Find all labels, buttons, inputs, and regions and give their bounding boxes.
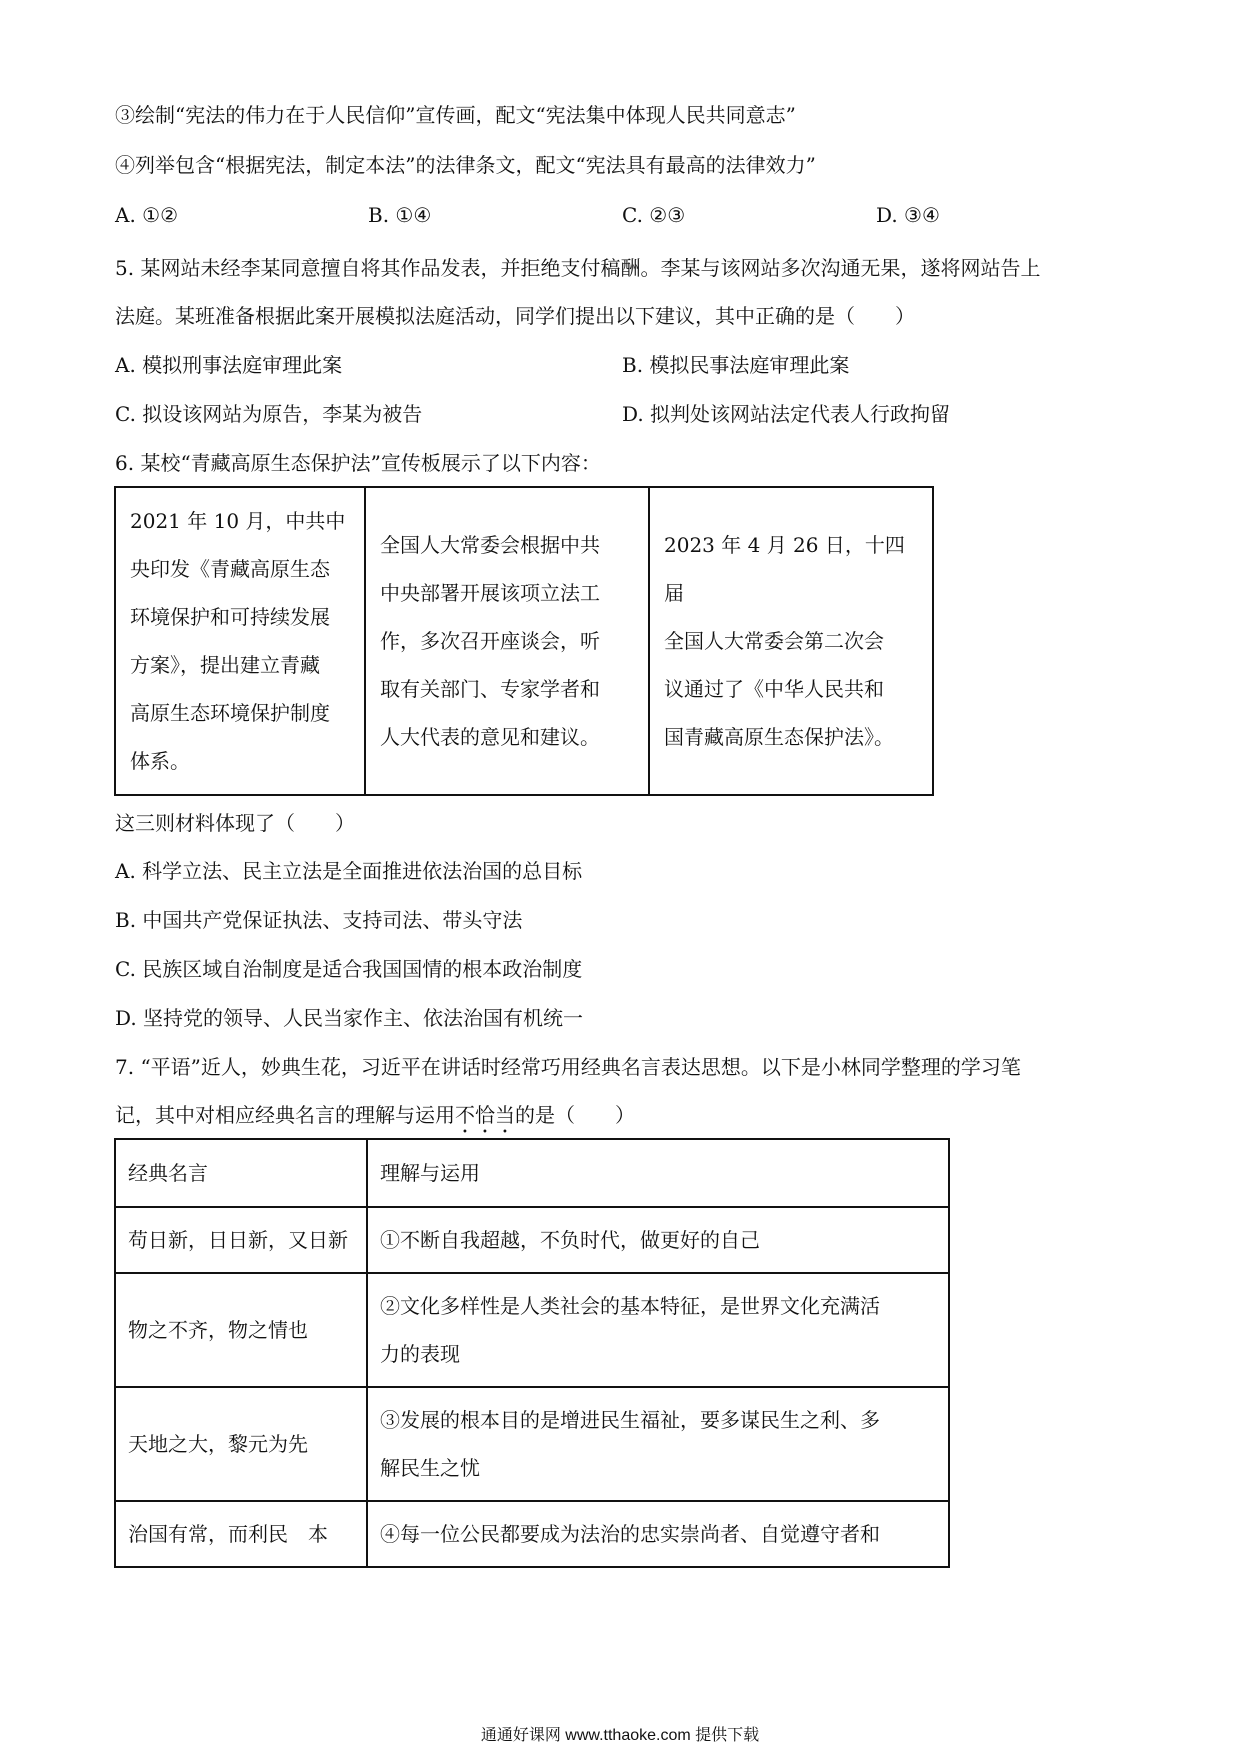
material-cell-1 [115,487,365,795]
cell-text-line: 2023 年 4 月 26 日，十四届 [664,533,905,605]
q4-option-d: D. ③④ [876,203,940,227]
quote-cell: 苟日新，日日新，又日新 [115,1207,367,1273]
stem-text: 记，其中对相应经典名言的理解与运用 [115,1103,455,1127]
header-quote: 经典名言 [115,1139,367,1207]
cell-text-line: 环境保护和可持续发展 [130,605,330,629]
cell-text-line: 议通过了《中华人民共和 [664,677,884,701]
cell-text-line: 全国人大常委会根据中共 [380,533,600,557]
question-7-quote-table [114,1138,950,1568]
q4-option-a: A. ①② [115,203,179,227]
q5-option-c: C. 拟设该网站为原告，李某为被告 [115,402,423,426]
cell-text-line: 中央部署开展该项立法工 [380,581,600,605]
use-cell [367,1273,949,1387]
cell-text-line: 解民生之忧 [380,1456,480,1480]
table-row [115,1207,949,1273]
q6-option-c: C. 民族区域自治制度是适合我国国情的根本政治制度 [115,957,583,981]
question-7-stem-line1: 7. “平语”近人，妙典生花，习近平在讲话时经常巧用经典名言表达思想。以下是小林同学整理的学习笔 [115,1055,1021,1079]
question-5-stem-line1: 5. 某网站未经李某同意擅自将其作品发表，并拒绝支付稿酬。李某与该网站多次沟通无果，遂将网站告上 [115,256,1041,280]
cell-text-line: 全国人大常委会第二次会 [664,629,884,653]
quote-cell: 天地之大，黎元为先 [115,1387,367,1501]
material-cell-3 [649,487,933,795]
stem-text: 的是（ ） [515,1103,635,1127]
page-footer: 通通好课网 www.tthaoke.com 提供下载 [480,1727,760,1744]
q5-option-a: A. 模拟刑事法庭审理此案 [115,353,343,377]
q6-option-d: D. 坚持党的领导、人民当家作主、依法治国有机统一 [115,1006,584,1030]
table-row [115,1387,949,1501]
use-cell [367,1207,949,1273]
table-row [115,1273,949,1387]
question-6-tail: 这三则材料体现了（ ） [115,811,355,835]
q5-option-b: B. 模拟民事法庭审理此案 [622,353,850,377]
cell-text-line: 2021 年 10 月，中共中 [130,509,346,533]
q6-option-a: A. 科学立法、民主立法是全面推进依法治国的总目标 [115,859,583,883]
quote-cell: 物之不齐，物之情也 [115,1273,367,1387]
cell-text-line: 央印发《青藏高原生态 [130,557,330,581]
quote-cell: 治国有常，而利民 本 [115,1501,367,1567]
cell-text-line: ④每一位公民都要成为法治的忠实崇尚者、自觉遵守者和 [380,1522,880,1546]
use-cell [367,1501,949,1567]
question-5-stem-line2: 法庭。某班准备根据此案开展模拟法庭活动，同学们提出以下建议，其中正确的是（ ） [115,304,915,328]
header-use: 理解与运用 [367,1139,949,1207]
cell-text-line: ①不断自我超越，不负时代，做更好的自己 [380,1228,760,1252]
q4-option-b: B. ①④ [368,203,432,227]
question-6-material-table [114,486,934,796]
question-6-stem: 6. 某校“青藏高原生态保护法”宣传板展示了以下内容： [115,451,601,475]
cell-text-line: 体系。 [130,749,190,773]
cell-text-line: 高原生态环境保护制度 [130,701,330,725]
emphasized-text: 不恰当 [455,1103,515,1127]
q4-option-c: C. ②③ [622,203,686,227]
cell-text-line: 作，多次召开座谈会，听 [380,629,600,653]
cell-text-line: 人大代表的意见和建议。 [380,725,600,749]
question-4-statement-4: ④列举包含“根据宪法，制定本法”的法律条文，配文“宪法具有最高的法律效力” [115,153,816,177]
cell-text-line: 方案》，提出建立青藏 [130,653,320,677]
use-cell [367,1387,949,1501]
cell-text-line: ③发展的根本目的是增进民生福祉，要多谋民生之利、多 [380,1408,880,1432]
table-row [115,1501,949,1567]
question-4-statement-3: ③绘制“宪法的伟力在于人民信仰”宣传画，配文“宪法集中体现人民共同意志” [115,103,796,127]
table-row [115,487,933,795]
cell-text-line: 力的表现 [380,1342,460,1366]
q6-option-b: B. 中国共产党保证执法、支持司法、带头守法 [115,908,523,932]
cell-text-line: ②文化多样性是人类社会的基本特征，是世界文化充满活 [380,1294,880,1318]
table-header-row [115,1139,949,1207]
cell-text-line: 国青藏高原生态保护法》。 [664,725,894,749]
q5-option-d: D. 拟判处该网站法定代表人行政拘留 [622,402,951,426]
material-cell-2 [365,487,649,795]
question-7-stem-line2 [115,1100,635,1138]
cell-text-line: 取有关部门、专家学者和 [380,677,600,701]
